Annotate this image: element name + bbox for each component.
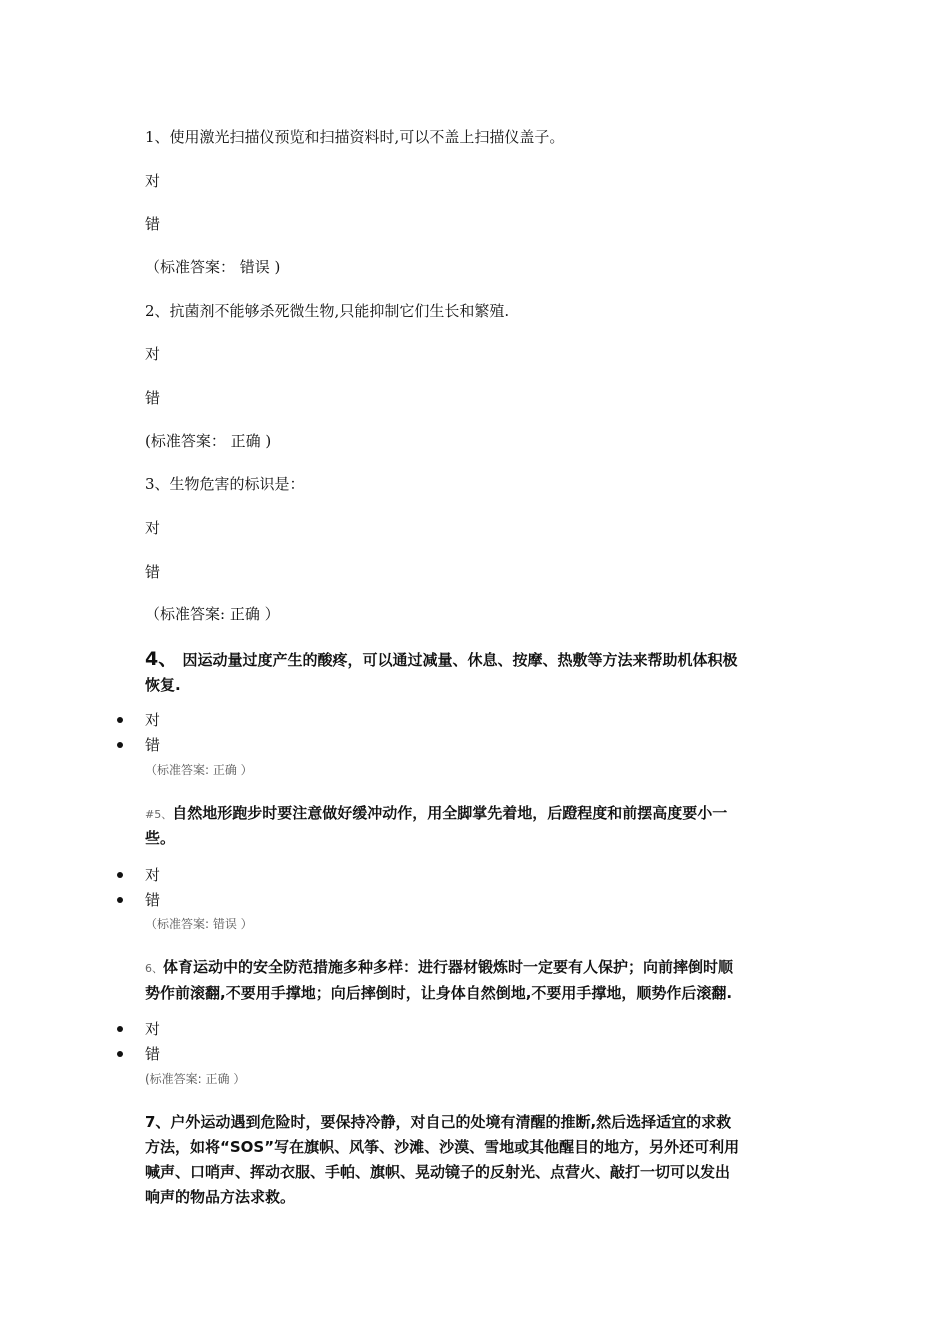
- question-5-number: #5、: [145, 808, 173, 821]
- question-1-text: 1、使用激光扫描仪预览和扫描资料时,可以不盖上扫描仪盖子。: [145, 128, 565, 146]
- question-6-option-false: 错: [145, 1045, 161, 1063]
- question-3-text: 3、生物危害的标识是：: [145, 475, 305, 493]
- question-5-text-2: 些。: [145, 829, 176, 847]
- question-5-option-true: 对: [145, 866, 161, 884]
- question-5-line-1: [145, 802, 727, 826]
- question-2-option-true: 对: [145, 345, 161, 363]
- question-4-option-false: 错: [145, 736, 161, 754]
- question-7-line-2: 方法，如将“SOS”写在旗帜、风筝、沙滩、沙漠、雪地或其他醒目的地方，另外还可利用: [145, 1138, 740, 1156]
- question-5-option-false: 错: [145, 891, 161, 909]
- question-4-option-true: 对: [145, 711, 161, 729]
- question-2-answer: (标准答案： 正确 ): [145, 432, 272, 450]
- question-3-answer: （标准答案: 正确 ）: [145, 605, 280, 623]
- question-6-answer: (标准答案: 正确 ）: [145, 1072, 246, 1086]
- question-7-line-4: 响声的物品方法求救。: [145, 1188, 296, 1206]
- question-2-text: 2、抗菌剂不能够杀死微生物,只能抑制它们生长和繁殖.: [145, 302, 510, 320]
- question-6-option-true: 对: [145, 1020, 161, 1038]
- bullet-icon: [117, 1051, 123, 1057]
- bullet-icon: [117, 717, 123, 723]
- question-5-answer: （标准答案: 错误 ）: [145, 917, 253, 931]
- question-1-answer: （标准答案： 错误 ): [145, 258, 281, 276]
- question-2-option-false: 错: [145, 389, 161, 407]
- question-6-text-2: 势作前滚翻,不要用手撑地；向后摔倒时，让身体自然倒地,不要用手撑地，顺势作后滚翻.: [145, 984, 733, 1002]
- question-5-text-1: 自然地形跑步时要注意做好缓冲动作，用全脚掌先着地，后蹬程度和前摆高度要小一: [172, 804, 728, 822]
- question-1-option-true: 对: [145, 172, 161, 190]
- question-3-option-true: 对: [145, 519, 161, 537]
- bullet-icon: [117, 742, 123, 748]
- question-4-line-1: [145, 648, 737, 671]
- bullet-icon: [117, 872, 123, 878]
- question-7-line-1: 7、户外运动遇到危险时，要保持冷静，对自己的处境有清醒的推断,然后选择适宜的求救: [145, 1113, 732, 1131]
- question-6-line-1: [145, 956, 733, 980]
- question-1-option-false: 错: [145, 215, 161, 233]
- question-4-answer: （标准答案: 正确 ）: [145, 763, 253, 777]
- question-7-line-3: 喊声、口哨声、挥动衣服、手帕、旗帜、晃动镜子的反射光、点营火、敲打一切可以发出: [145, 1163, 731, 1181]
- question-3-option-false: 错: [145, 563, 161, 581]
- question-6-text-1: 体育运动中的安全防范措施多种多样：进行器材锻炼时一定要有人保护；向前摔倒时顺: [163, 958, 734, 976]
- bullet-icon: [117, 897, 123, 903]
- question-4-text-2: 恢复.: [145, 676, 181, 694]
- bullet-icon: [117, 1026, 123, 1032]
- question-6-number: 6、: [145, 962, 163, 975]
- question-4-text-1: 因运动量过度产生的酸疼，可以通过减量、休息、按摩、热敷等方法来帮助机体积极: [182, 651, 738, 669]
- question-4-number: 4、: [145, 648, 178, 670]
